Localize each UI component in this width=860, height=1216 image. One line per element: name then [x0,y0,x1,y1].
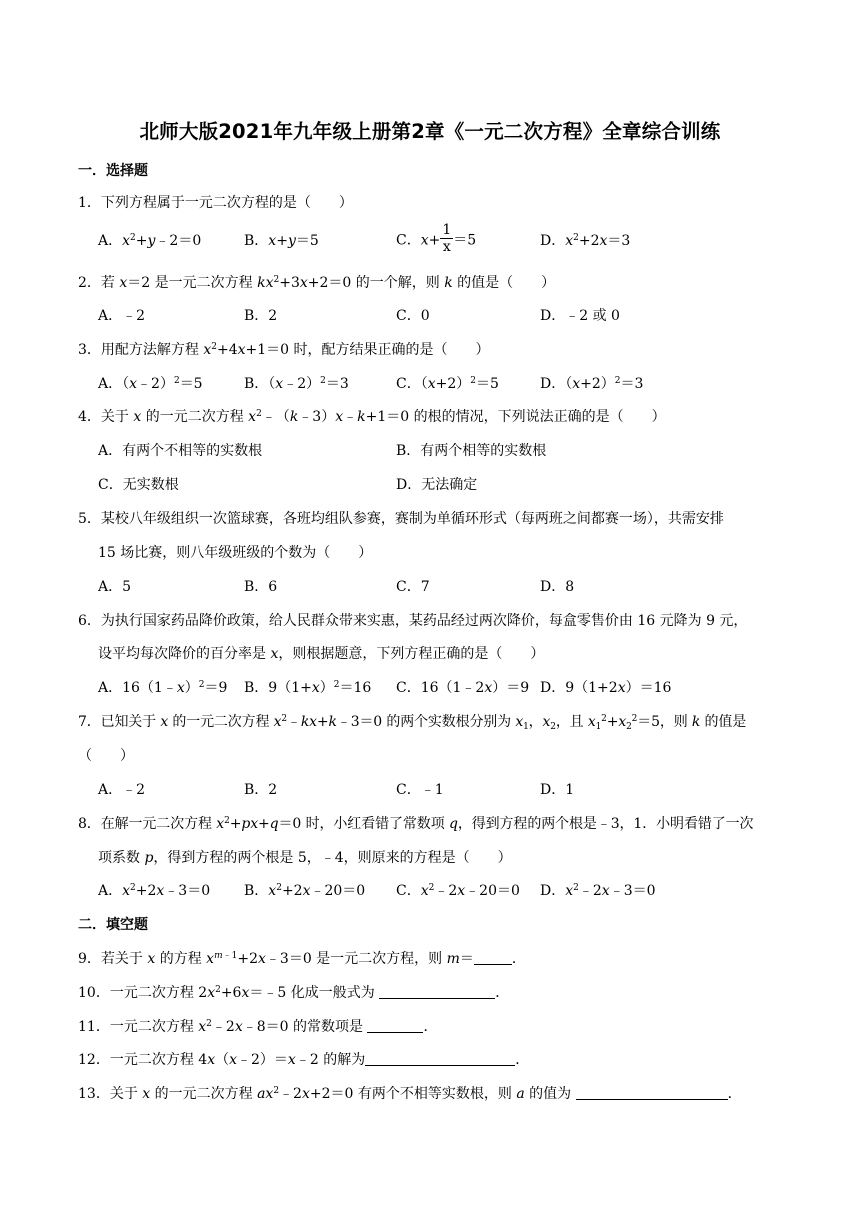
question-11: 11．一元二次方程 $x^2﹣2x﹣8=0$ 的常数项是 ． [78,1019,438,1035]
question-7-option-a: A．﹣2 [98,782,146,798]
question-9: 9．若关于 x 的方程 $x^{m﹣1}+2x﹣3=0$ 是一元二次方程，则 m＝ ． [78,951,526,967]
answer-blank [474,950,512,965]
question-10: 10．一元二次方程 $2x^2+6x=﹣5$ 化成一般式为 ． [78,985,510,1001]
question-2-option-a: A．﹣2 [98,308,146,324]
question-3-option-d: D．$(x+2)^2=3$ [540,376,644,392]
answer-blank [365,1051,515,1066]
question-5-option-b: B．6 [244,579,278,595]
document-title: 北师大版2021年九年级上册第2章《一元二次方程》全章综合训练 [139,120,721,143]
question-1-option-b: B．x+y＝5 [244,233,319,249]
question-3-option-c: C．$(x+2)^2=5$ [396,376,499,392]
question-2-option-d: D．﹣2 或 0 [540,308,620,324]
question-13: 13．关于 x 的一元二次方程 $ax^2﹣2x+2=0$ 有两个不相等实数根，则 a 的值为 ． [78,1086,742,1102]
question-1-option-c: C．x+ $\frac{1}{x}$ ＝5 [396,222,477,255]
question-8-line-1: 8．在解一元二次方程 $x^2+px+q=0$ 时，小红看错了常数项 q，得到方程的两个根是﹣3，1．小明看错了一次 [78,816,754,832]
question-4: 4．关于 x 的一元二次方程 $x^2﹣(k﹣3)x﹣k+1=0$ 的根的情况，下列说法正确的是（ ） [78,409,666,425]
question-6-option-b: B．$9(1+x)^2=16$ [244,680,372,696]
question-8-option-c: C．$x^2﹣2x﹣20=0$ [396,883,520,899]
answer-blank [576,1085,728,1100]
question-2: 2．若 x＝2 是一元二次方程 $kx^2+3x+2=0$ 的一个解，则 k 的值是（ ） [78,275,556,291]
question-4-option-d: D．无法确定 [396,477,478,493]
question-6-line-2: 设平均每次降价的百分率是 x，则根据题意，下列方程正确的是（ ） [98,646,545,662]
question-8-option-b: B．$x^2+2x﹣20=0$ [244,883,366,899]
section-multiple-choice: 一．选择题 [78,163,148,179]
question-2-option-c: C．0 [396,308,430,324]
question-12: 12．一元二次方程 4x（x﹣2）＝x﹣2 的解为 ． [78,1052,530,1068]
question-1: 1．下列方程属于一元二次方程的是（ ） [78,195,353,211]
question-6-line-1: 6．为执行国家药品降价政策，给人民群众带来实惠，某药品经过两次降价，每盒零售价由 16 元降为 9 元， [78,613,748,629]
question-8-line-2: 项系数 p，得到方程的两个根是 5，﹣4，则原来的方程是（ ） [98,850,512,866]
question-8-option-a: A．$x^2+2x﹣3=0$ [98,883,211,899]
question-5-option-a: A．5 [98,579,132,595]
question-7-line-1: 7．已知关于 x 的一元二次方程 $x^2﹣kx+k﹣3=0$ 的两个实数根分别为 $x_1$，$x_2$，且 $x_1^2+x_2^2=5$，则 k 的值是 [78,714,747,732]
question-6-option-a: A．16（1﹣x）$^2$＝9 [98,680,228,696]
question-6-option-c: C．16（1﹣2x）＝9 [396,680,530,696]
question-3-option-b: B．（x﹣2）$^2$＝3 [244,376,349,392]
question-8-option-d: D．$x^2﹣2x﹣3=0$ [540,883,656,899]
question-1-option-a: A．$x^2+y﹣2=0$ [98,233,202,249]
question-4-option-a: A．有两个不相等的实数根 [98,443,263,459]
question-5-line-2: 15 场比赛，则八年级班级的个数为（ ） [98,545,373,561]
section-fill-in: 二．填空题 [78,917,148,933]
answer-blank [379,984,495,999]
question-2-option-b: B．2 [244,308,278,324]
question-3-option-a: A．（x﹣2）$^2$＝5 [98,376,203,392]
question-7-line-2: （ ） [78,748,134,764]
question-1-option-d: D．$x^2+2x=3$ [540,233,631,249]
question-7-option-b: B．2 [244,782,278,798]
question-4-option-b: B．有两个相等的实数根 [396,443,547,459]
answer-blank [367,1018,423,1033]
question-7-option-d: D．1 [540,782,575,798]
question-5-option-c: C．7 [396,579,430,595]
question-5-line-1: 5．某校八年级组织一次篮球赛，各班均组队参赛，赛制为单循环形式（每两班之间都赛一场），共需安排 [78,511,724,527]
question-7-option-c: C．﹣1 [396,782,444,798]
question-3: 3．用配方法解方程 $x^2+4x+1=0$ 时，配方结果正确的是（ ） [78,342,490,358]
question-4-option-c: C．无实数根 [98,477,179,493]
question-5-option-d: D．8 [540,579,575,595]
question-6-option-d: D．9（1+2x）＝16 [540,680,672,696]
